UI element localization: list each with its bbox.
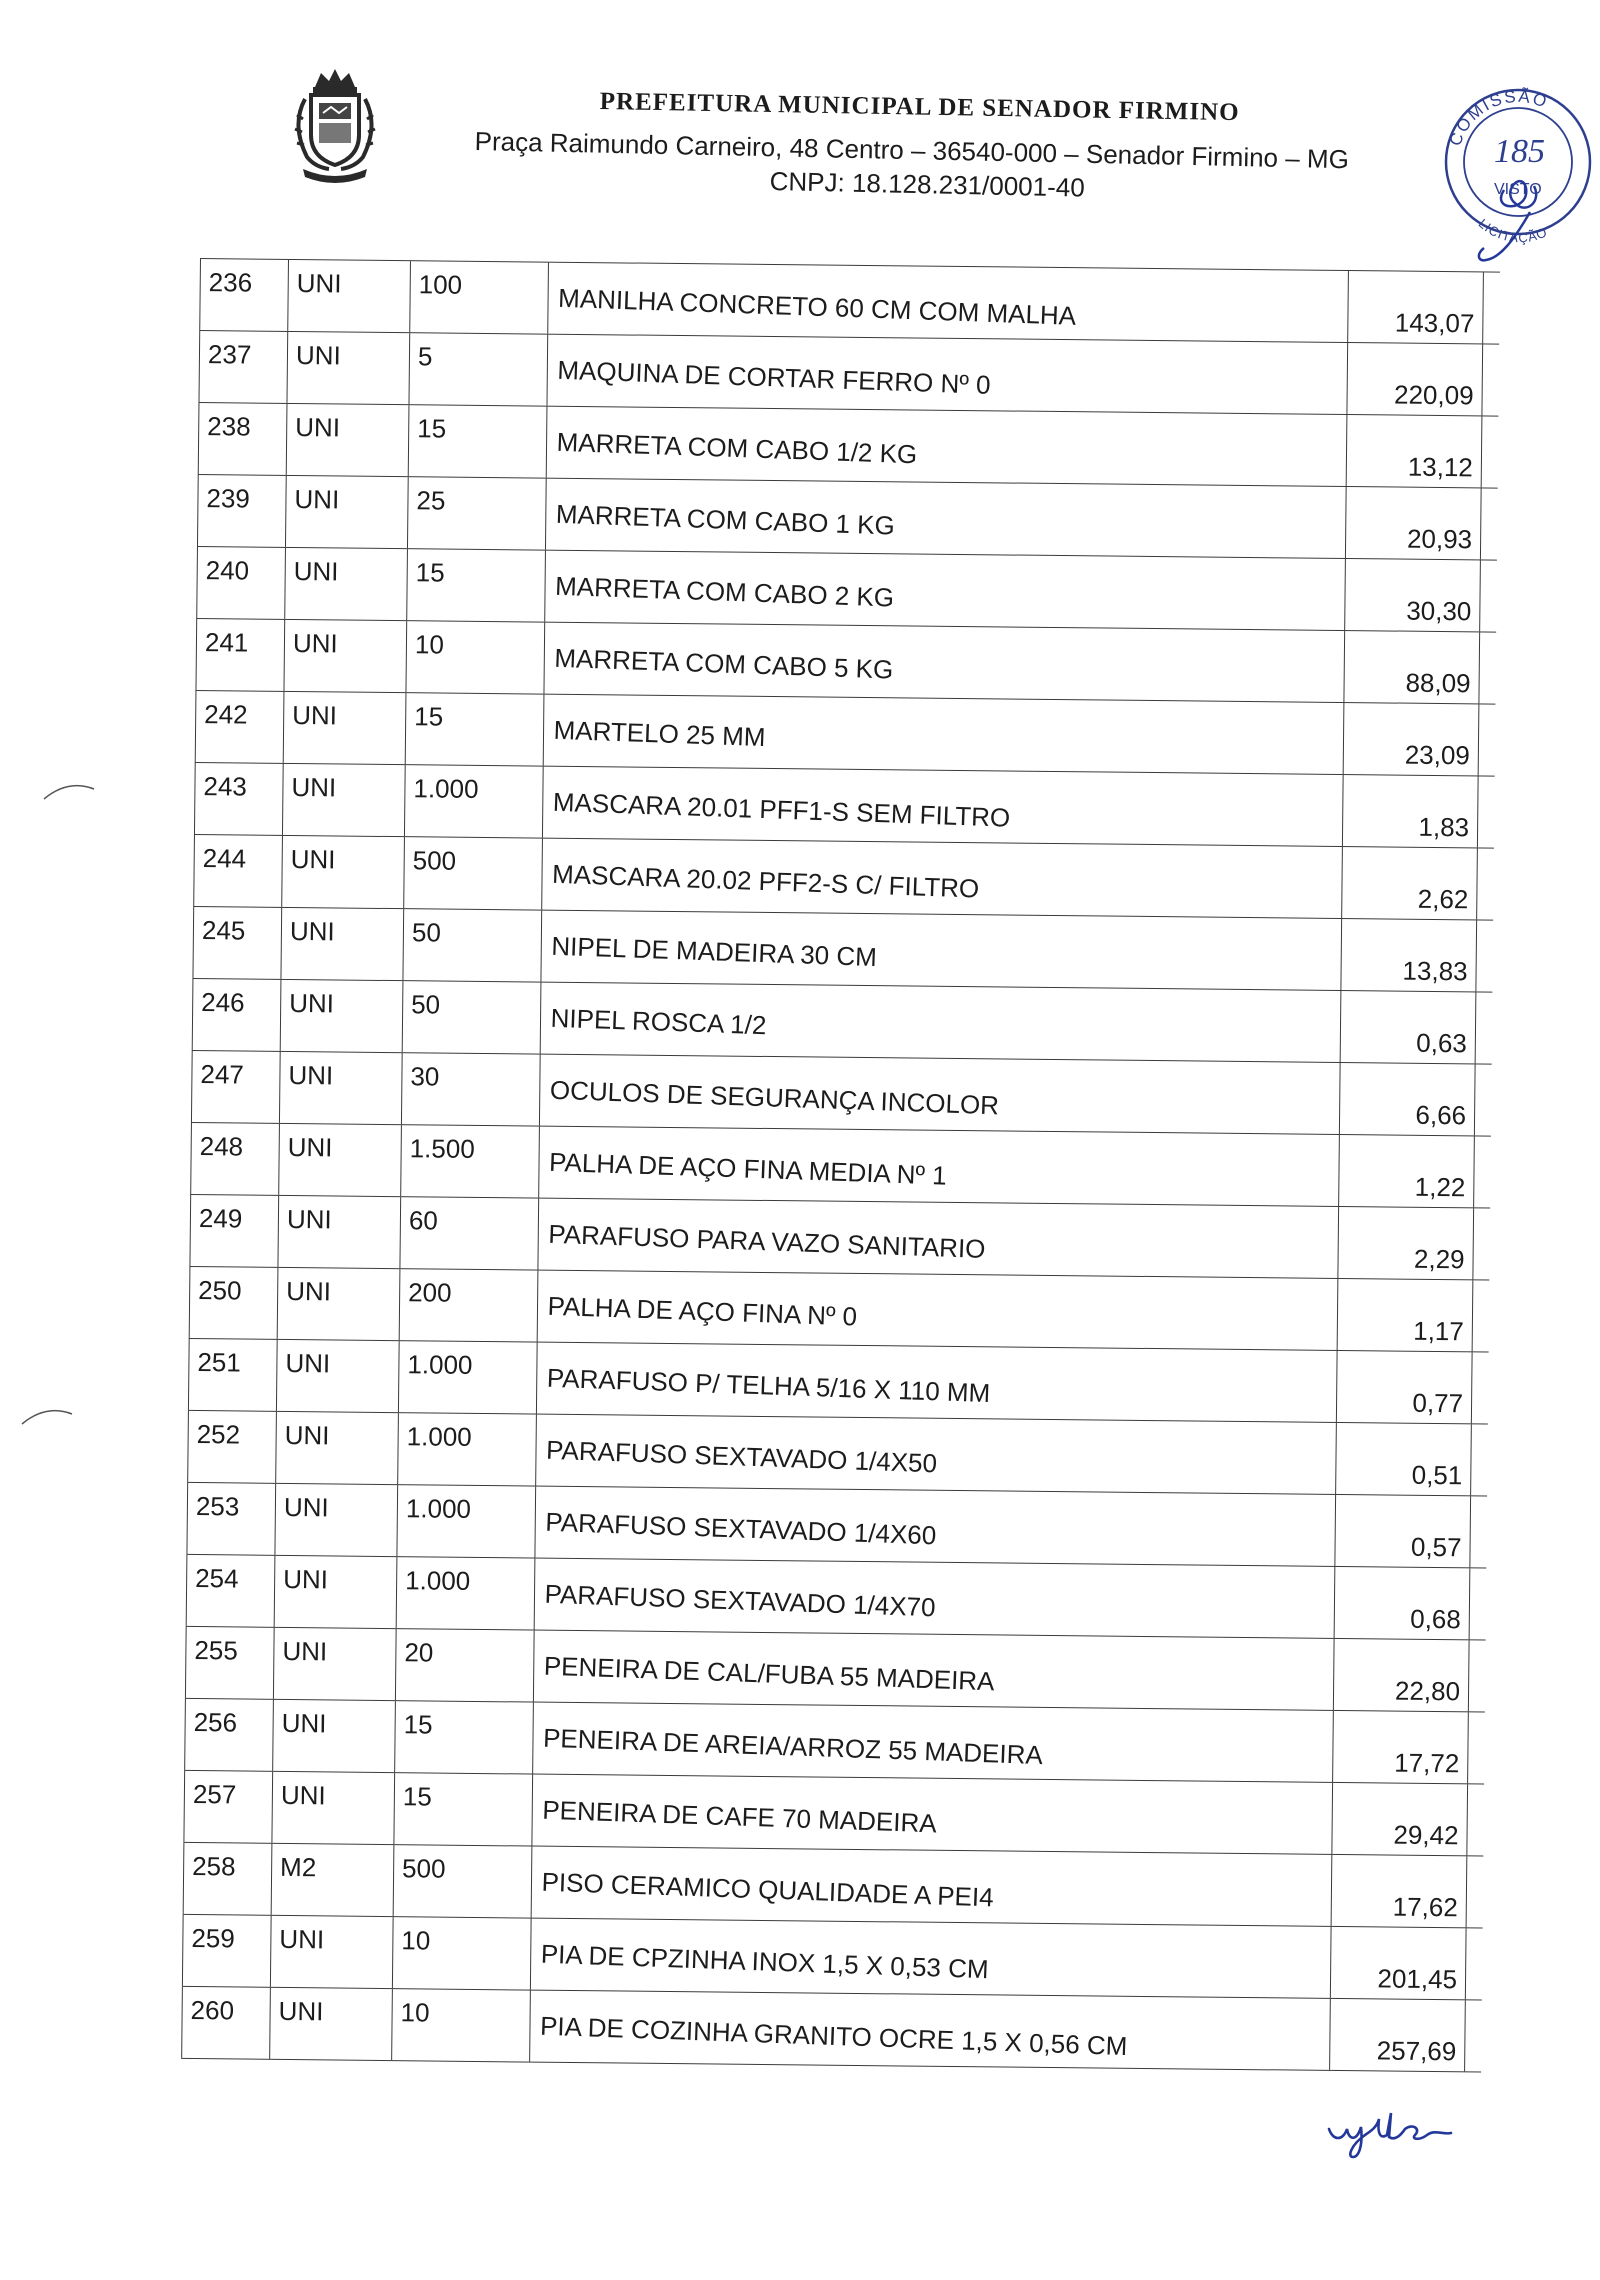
table-row (193, 834, 1494, 920)
quantity-cell (393, 1845, 533, 1917)
item-number (187, 1411, 277, 1483)
item-number-text: 256 (193, 1707, 238, 1738)
quantity-cell-text: 500 (412, 845, 457, 876)
unit-cell (274, 1556, 398, 1628)
unit-price-cell (1336, 1351, 1473, 1423)
item-number (199, 259, 289, 331)
table-row (182, 1914, 1483, 2000)
unit-price-cell-text: 201,45 (1377, 1963, 1458, 1995)
table-row (194, 762, 1495, 848)
description-cell (534, 1559, 1336, 1638)
unit-cell (280, 980, 404, 1052)
quantity-cell (399, 1269, 539, 1341)
item-number-text: 250 (198, 1275, 242, 1306)
item-number-text: 237 (207, 339, 252, 370)
unit-cell (283, 620, 407, 692)
quantity-cell-text: 15 (417, 413, 447, 444)
quantity-cell-text: 10 (400, 1997, 430, 2028)
stamp-middle-text: VISTO (1494, 181, 1542, 198)
quantity-cell (398, 1341, 538, 1413)
quantity-cell (394, 1701, 534, 1773)
unit-cell-text: UNI (291, 771, 337, 803)
item-number (188, 1339, 278, 1411)
table-row (185, 1626, 1486, 1712)
quantity-cell (405, 693, 545, 765)
unit-cell-text: UNI (290, 843, 336, 875)
item-number (192, 979, 282, 1051)
item-number (193, 835, 283, 907)
item-number (186, 1483, 276, 1555)
description-cell (535, 1415, 1337, 1494)
unit-cell (274, 1484, 398, 1556)
unit-price-cell-text: 0,63 (1416, 1027, 1468, 1059)
header-title: PREFEITURA MUNICIPAL DE SENADOR FIRMINO (599, 88, 1240, 127)
unit-cell (281, 836, 405, 908)
description-cell-text: MASCARA 20.01 PFF1-S SEM FILTRO (552, 786, 1011, 833)
unit-price-cell-text: 0,57 (1410, 1531, 1462, 1563)
item-number (190, 1123, 280, 1195)
table-row (187, 1410, 1488, 1496)
item-number-text: 251 (197, 1347, 241, 1378)
quantity-cell (404, 765, 544, 837)
unit-price-cell (1340, 991, 1477, 1063)
unit-price-cell-text: 23,09 (1404, 739, 1471, 771)
unit-price-cell (1341, 847, 1478, 919)
coat-of-arms-icon (285, 65, 385, 185)
description-cell-text: PARAFUSO SEXTAVADO 1/4X60 (544, 1506, 937, 1551)
description-cell (539, 1055, 1341, 1134)
description-cell-text: MARRETA COM CABO 5 KG (553, 642, 894, 685)
item-number (184, 1699, 274, 1771)
description-cell-text: MANILHA CONCRETO 60 CM COM MALHA (557, 282, 1077, 331)
table-row (190, 1122, 1491, 1208)
description-cell (531, 1775, 1333, 1854)
description-cell (543, 695, 1345, 774)
unit-price-cell (1343, 631, 1480, 703)
item-number-text: 245 (201, 915, 246, 946)
item-number (191, 1051, 281, 1123)
unit-cell-text: UNI (293, 555, 339, 587)
description-cell-text: MAQUINA DE CORTAR FERRO Nº 0 (556, 354, 992, 400)
description-cell (530, 1919, 1332, 1998)
unit-price-cell-text: 30,30 (1406, 595, 1472, 627)
item-number-text: 241 (204, 627, 249, 658)
stamp-number: 185 (1494, 133, 1545, 170)
unit-cell-text: UNI (292, 627, 338, 659)
item-number-text: 249 (198, 1203, 243, 1234)
unit-price-cell-text: 1,83 (1418, 811, 1470, 843)
unit-cell-text: UNI (278, 1995, 324, 2027)
description-cell (540, 911, 1342, 990)
table-row (197, 474, 1498, 560)
item-number-text: 255 (194, 1635, 238, 1666)
item-number-text: 260 (190, 1994, 235, 2026)
item-number (194, 763, 284, 835)
unit-price-cell-text: 6,66 (1415, 1099, 1467, 1131)
item-number-text: 236 (208, 267, 253, 298)
unit-price-cell-text: 13,12 (1407, 451, 1474, 483)
unit-price-cell (1346, 343, 1483, 415)
unit-cell (283, 692, 407, 764)
table-row (192, 978, 1493, 1064)
unit-price-cell-text: 22,80 (1394, 1675, 1461, 1707)
quantity-cell-text: 1.000 (405, 1493, 472, 1524)
unit-cell (280, 908, 404, 980)
description-cell-text: PARAFUSO SEXTAVADO 1/4X50 (545, 1434, 938, 1479)
description-cell-text: PALHA DE AÇO FINA Nº 0 (547, 1290, 858, 1332)
item-number-text: 248 (199, 1131, 244, 1162)
quantity-cell (391, 1989, 531, 2061)
description-cell (541, 839, 1343, 918)
item-number-text: 253 (195, 1491, 240, 1522)
unit-cell (279, 1052, 403, 1124)
margin-scan-mark (40, 775, 100, 805)
quantity-cell-text: 1.500 (409, 1133, 475, 1164)
unit-price-cell (1331, 1783, 1468, 1855)
unit-price-cell (1344, 559, 1481, 631)
unit-price-cell-text: 257,69 (1376, 2035, 1457, 2067)
quantity-cell (396, 1485, 536, 1557)
unit-price-cell-text: 2,62 (1417, 883, 1469, 915)
unit-cell (282, 764, 406, 836)
unit-cell-text: UNI (281, 1707, 327, 1739)
unit-price-cell-text: 2,29 (1413, 1243, 1465, 1275)
description-cell-text: PARAFUSO PARA VAZO SANITARIO (547, 1218, 986, 1264)
item-number-text: 244 (202, 843, 247, 874)
unit-price-cell (1345, 487, 1482, 559)
table-row (184, 1698, 1485, 1784)
quantity-cell-text: 500 (401, 1853, 446, 1884)
unit-price-cell-text: 17,72 (1394, 1747, 1460, 1779)
quantity-cell-text: 10 (414, 629, 445, 660)
unit-price-cell (1337, 1207, 1474, 1279)
unit-cell-text: UNI (284, 1419, 330, 1451)
unit-cell (278, 1124, 402, 1196)
stamp-top-text: COMISSÃO (1445, 86, 1551, 149)
table-row (191, 1050, 1492, 1136)
unit-price-cell (1342, 775, 1479, 847)
unit-cell (271, 1844, 395, 1916)
item-number-text: 240 (205, 555, 250, 586)
description-cell-text: MASCARA 20.02 PFF2-S C/ FILTRO (551, 858, 980, 904)
item-number (198, 403, 288, 475)
unit-cell-text: UNI (294, 484, 340, 515)
item-number (182, 1915, 272, 1987)
quantity-cell-text: 5 (417, 341, 433, 372)
header-address: Praça Raimundo Carneiro, 48 Centro – 36540-000 – Senador Firmino – MG (474, 126, 1350, 175)
description-cell (538, 1127, 1340, 1206)
quantity-cell (400, 1125, 540, 1197)
unit-price-cell (1347, 271, 1484, 343)
unit-price-cell (1339, 1063, 1476, 1135)
unit-price-cell-text: 20,93 (1406, 523, 1473, 555)
unit-cell-text: UNI (286, 1203, 332, 1235)
description-cell-text: PISO CERAMICO QUALIDADE A PEI4 (541, 1866, 995, 1913)
table-row (199, 258, 1500, 344)
unit-price-cell-text: 1,22 (1414, 1171, 1466, 1203)
unit-cell-text: UNI (286, 1275, 332, 1307)
unit-price-cell (1346, 415, 1483, 487)
quantity-cell (397, 1413, 537, 1485)
description-cell (536, 1343, 1338, 1422)
description-cell-text: PENEIRA DE CAL/FUBA 55 MADEIRA (543, 1650, 995, 1697)
table-row (195, 618, 1496, 704)
description-cell-text: MARRETA COM CABO 1 KG (555, 498, 896, 541)
quantity-cell (393, 1773, 533, 1845)
item-number-text: 243 (203, 771, 248, 802)
quantity-cell (409, 261, 549, 333)
quantity-cell (396, 1557, 536, 1629)
quantity-cell-text: 1.000 (406, 1421, 472, 1452)
description-cell (540, 983, 1342, 1062)
unit-cell-text: UNI (283, 1491, 329, 1523)
unit-price-cell (1334, 1495, 1471, 1567)
description-cell-text: PIA DE CPZINHA INOX 1,5 X 0,53 CM (540, 1938, 990, 1985)
quantity-cell-text: 100 (418, 269, 463, 300)
unit-cell-text: UNI (287, 1131, 333, 1163)
table-row (189, 1266, 1490, 1352)
item-number (196, 547, 286, 619)
header-cnpj: CNPJ: 18.128.231/0001-40 (769, 166, 1086, 203)
description-cell-text: PALHA DE AÇO FINA MEDIA Nº 1 (548, 1146, 948, 1191)
unit-cell (271, 1772, 395, 1844)
item-number (183, 1771, 273, 1843)
description-cell (529, 1991, 1331, 2070)
item-number (185, 1627, 275, 1699)
item-number-text: 242 (204, 699, 248, 730)
quantity-cell-text: 60 (408, 1205, 439, 1236)
unit-cell (272, 1700, 396, 1772)
quantity-cell-text: 1.000 (405, 1565, 471, 1596)
unit-price-cell (1335, 1423, 1472, 1495)
item-number-text: 247 (200, 1059, 244, 1090)
unit-price-cell-text: 143,07 (1394, 307, 1475, 339)
quantity-cell-text: 1.000 (407, 1349, 473, 1380)
item-number-text: 259 (191, 1923, 235, 1954)
item-number (192, 907, 282, 979)
quantity-cell (402, 909, 542, 981)
item-number-text: 257 (192, 1779, 237, 1810)
description-cell-text: NIPEL ROSCA 1/2 (550, 1002, 767, 1041)
quantity-cell (399, 1197, 539, 1269)
quantity-cell-text: 15 (414, 701, 444, 732)
unit-price-cell (1333, 1639, 1470, 1711)
description-cell (546, 407, 1348, 486)
unit-cell (286, 404, 410, 476)
unit-cell (285, 476, 409, 548)
item-number (186, 1555, 276, 1627)
unit-cell-text: UNI (289, 915, 335, 947)
quantity-cell (406, 549, 546, 621)
description-cell-text: NIPEL DE MADEIRA 30 CM (550, 930, 878, 973)
quantity-cell (408, 333, 548, 405)
quantity-cell-text: 30 (410, 1061, 440, 1092)
quantity-cell (392, 1917, 532, 1989)
item-number (198, 331, 288, 403)
item-number-text: 238 (207, 411, 251, 442)
price-table (181, 258, 1500, 2073)
quantity-cell-text: 200 (408, 1277, 452, 1308)
table-row (198, 330, 1499, 416)
description-cell-text: OCULOS DE SEGURANÇA INCOLOR (549, 1074, 1000, 1121)
unit-cell (286, 332, 410, 404)
table-row (183, 1770, 1484, 1856)
table-row (183, 1842, 1484, 1928)
unit-price-cell-text: 220,09 (1393, 379, 1474, 411)
description-cell-text: PIA DE COZINHA GRANITO OCRE 1,5 X 0,56 CM (539, 2010, 1128, 2062)
quantity-cell (407, 477, 547, 549)
unit-cell (284, 548, 408, 620)
table-row (192, 906, 1493, 992)
quantity-cell (405, 621, 545, 693)
description-cell (545, 479, 1347, 558)
quantity-cell (395, 1629, 535, 1701)
item-number (183, 1843, 273, 1915)
item-number (189, 1267, 279, 1339)
item-number-text: 239 (206, 483, 251, 514)
unit-price-cell (1331, 1855, 1468, 1927)
unit-price-cell (1337, 1279, 1474, 1351)
margin-scan-mark (18, 1400, 78, 1430)
description-cell (534, 1487, 1336, 1566)
unit-cell-text: UNI (295, 340, 341, 371)
item-number-text: 246 (201, 987, 245, 1018)
unit-price-cell-text: 29,42 (1393, 1819, 1459, 1851)
unit-cell-text: UNI (289, 987, 335, 1019)
table-row (181, 1986, 1482, 2073)
quantity-cell-text: 15 (402, 1781, 432, 1812)
description-cell (543, 623, 1345, 702)
description-cell-text: PARAFUSO SEXTAVADO 1/4X70 (544, 1578, 937, 1623)
table-row (195, 690, 1496, 776)
description-cell (542, 767, 1344, 846)
unit-cell-text: UNI (280, 1779, 326, 1811)
quantity-cell-text: 10 (401, 1925, 431, 1956)
unit-price-cell (1334, 1567, 1471, 1639)
unit-price-cell (1340, 919, 1477, 991)
table-row (188, 1338, 1489, 1424)
description-cell (547, 263, 1349, 342)
unit-cell-text: UNI (292, 699, 338, 731)
unit-price-cell-text: 1,17 (1413, 1315, 1464, 1347)
description-cell (533, 1631, 1335, 1710)
unit-cell (276, 1340, 400, 1412)
unit-cell-text: UNI (285, 1347, 331, 1379)
unit-price-cell (1338, 1135, 1475, 1207)
unit-price-cell-text: 88,09 (1405, 667, 1471, 699)
unit-price-cell (1330, 1927, 1467, 1999)
stamp-bottom-text: LICITAÇÃO (1475, 215, 1550, 246)
item-number (189, 1195, 279, 1267)
unit-cell (273, 1628, 397, 1700)
unit-cell-text: UNI (279, 1923, 325, 1955)
unit-price-cell-text: 0,51 (1411, 1459, 1463, 1491)
item-number-text: 254 (195, 1563, 239, 1594)
table-row (196, 546, 1497, 632)
quantity-cell-text: 1.000 (413, 773, 479, 804)
quantity-cell (401, 1053, 541, 1125)
unit-cell-text: UNI (288, 1059, 334, 1091)
description-cell (537, 1199, 1339, 1278)
unit-cell-text: UNI (282, 1635, 328, 1667)
unit-cell (287, 260, 411, 332)
unit-cell-text: UNI (283, 1563, 329, 1595)
item-number (195, 691, 285, 763)
table-row (186, 1554, 1487, 1640)
unit-cell (277, 1268, 401, 1340)
quantity-cell-text: 15 (415, 557, 445, 588)
signature-mark (1325, 2105, 1455, 2160)
unit-cell (270, 1916, 394, 1988)
description-cell (537, 1271, 1339, 1350)
item-number (195, 619, 285, 691)
description-cell-text: PENEIRA DE CAFE 70 MADEIRA (541, 1794, 938, 1839)
quantity-cell-text: 50 (411, 917, 442, 948)
description-cell-text: MARRETA COM CABO 2 KG (554, 570, 895, 613)
unit-cell-text: M2 (279, 1851, 317, 1883)
unit-cell-text: UNI (296, 268, 342, 299)
description-cell-text: PARAFUSO P/ TELHA 5/16 X 110 MM (546, 1362, 991, 1409)
unit-cell (269, 1988, 393, 2060)
unit-price-cell (1332, 1711, 1469, 1783)
description-cell-text: MARRETA COM CABO 1/2 KG (556, 426, 918, 470)
quantity-cell-text: 15 (403, 1709, 433, 1740)
quantity-cell (402, 981, 542, 1053)
description-cell (532, 1703, 1334, 1782)
unit-price-cell-text: 17,62 (1392, 1891, 1458, 1923)
description-cell (544, 551, 1346, 630)
unit-cell (275, 1412, 399, 1484)
description-cell (531, 1847, 1333, 1926)
unit-price-cell-text: 0,77 (1412, 1387, 1464, 1419)
quantity-cell (408, 405, 548, 477)
quantity-cell-text: 20 (404, 1637, 434, 1668)
table-row (198, 402, 1499, 488)
description-cell-text: MARTELO 25 MM (553, 714, 767, 753)
unit-price-cell (1329, 1999, 1466, 2071)
unit-price-cell-text: 0,68 (1410, 1603, 1461, 1635)
item-number (197, 475, 287, 547)
item-number-text: 258 (192, 1851, 236, 1882)
item-number (181, 1987, 271, 2059)
table-row (186, 1482, 1487, 1568)
unit-cell-text: UNI (295, 412, 341, 443)
quantity-cell-text: 50 (411, 989, 441, 1020)
unit-price-cell (1343, 703, 1480, 775)
unit-cell (277, 1196, 401, 1268)
commission-stamp (1430, 62, 1600, 262)
table-row (189, 1194, 1490, 1280)
item-number-text: 252 (196, 1419, 241, 1450)
quantity-cell (403, 837, 543, 909)
quantity-cell-text: 25 (416, 485, 446, 516)
description-cell-text: PENEIRA DE AREIA/ARROZ 55 MADEIRA (542, 1722, 1044, 1771)
unit-price-cell-text: 13,83 (1402, 955, 1468, 987)
description-cell (546, 335, 1348, 414)
